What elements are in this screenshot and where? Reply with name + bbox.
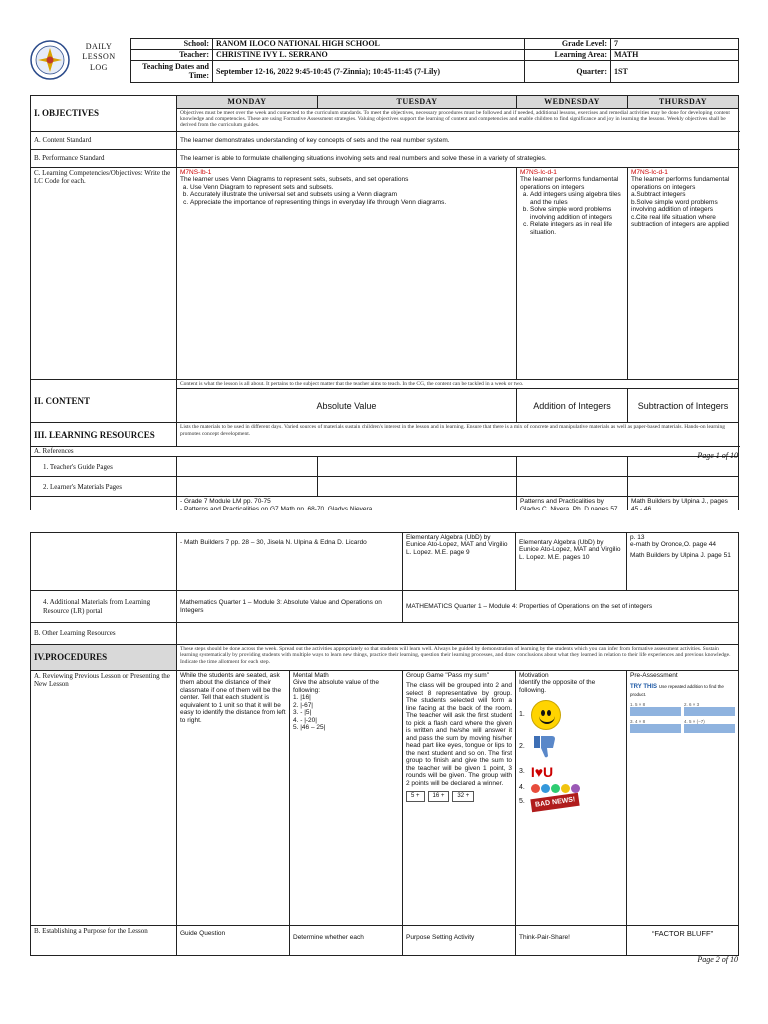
- cont-friday: [627, 533, 739, 591]
- lc-item: c. Appreciate the importance of representing things in everyday life through Venn diagrams.: [190, 199, 513, 206]
- header: [30, 38, 738, 86]
- cont-wednesday: Elementary Algebra (UbD) by Eunice Ato-Lopez, MAT and Virgilio L. Lopez. M.E. page 9: [403, 533, 516, 591]
- smiley-icon: [531, 700, 561, 730]
- opposite-item: [519, 733, 559, 761]
- performance-standard-text: The learner is able to formulate challenging situations involving sets and real numbers and solve these in a variety of strategies.: [177, 150, 739, 168]
- lc-code: M7NS-Ic-d-1: [631, 169, 668, 176]
- lc-code: M7NS-Ib-1: [180, 169, 212, 176]
- item-number: 5.: [519, 797, 525, 805]
- lc-intro: The learner performs fundamental operations on integers: [631, 176, 730, 191]
- tb-wednesday: Patterns and Practicalities by: [517, 497, 628, 597]
- purpose-thursday: Think-Pair-Share!: [516, 926, 627, 956]
- item-number: 3.: [519, 768, 525, 776]
- other-resources-value: [177, 623, 739, 645]
- review-fri-title: Pre-Assessment: [630, 672, 678, 679]
- item-number: 1.: [519, 711, 525, 719]
- purpose-label: B. Establishing a Purpose for the Lesson: [31, 926, 177, 956]
- tile: [630, 702, 681, 716]
- day-thursday: THURSDAY: [628, 96, 739, 109]
- lm-thu: [628, 477, 739, 497]
- lc-intro: The learner performs fundamental operations on integers: [520, 176, 619, 191]
- lc-item: a.Subtract integers: [631, 191, 686, 199]
- review-label: A. Reviewing Previous Lesson or Presenting the New Lesson: [31, 671, 177, 926]
- deped-seal-icon: [30, 40, 70, 80]
- flash-card: 16 +: [428, 791, 450, 802]
- colored-balls-icon: [531, 784, 580, 793]
- opposite-item: [519, 700, 561, 730]
- tg-label: 1. Teacher's Guide Pages: [31, 457, 177, 477]
- quarter-value: 1ST: [611, 61, 739, 83]
- lc-item: a. Add integers using algebra tiles and the rules: [530, 191, 624, 206]
- objectives-title: I. OBJECTIVES: [31, 96, 177, 132]
- additional-mon: Mathematics Quarter 1 – Module 3: Absolute Value and Operations on Integers: [177, 591, 403, 623]
- review-tue-title: Mental Math: [293, 672, 329, 679]
- tg-tue: [318, 457, 517, 477]
- content-standard-label: A. Content Standard: [31, 132, 177, 150]
- page-number: Page 1 of 10: [697, 451, 738, 460]
- review-monday: While the students are seated, ask them about the distance of their classmate if one of them will be the center. Tell that each student is equivalent to 1 unit so that it will be easy to identify the distance from left to right.: [177, 671, 290, 926]
- lc-item: c.Cite real life situation where subtraction of integers are applied: [631, 213, 729, 229]
- cont-fri-line: e-math by Oronce,O. page 44: [630, 541, 717, 549]
- review-tue-intro: Give the absolute value of the following:: [293, 679, 380, 694]
- school-label: School:: [131, 39, 213, 50]
- page-number: Page 2 of 10: [697, 955, 738, 964]
- review-wed-title: Group Game "Pass my sum": [406, 672, 490, 679]
- dll-line: LESSON: [82, 52, 116, 62]
- cont-fri-line: Math Builders by Ulpina J. page 51: [630, 551, 731, 559]
- lc-item: b.Solve simple word problems involving addition of integers: [631, 198, 718, 214]
- opposite-item: [519, 784, 580, 793]
- references-label: A. References: [31, 447, 739, 457]
- quarter-label: Quarter:: [525, 61, 611, 83]
- opposites-pictures: [519, 700, 623, 808]
- area-label: Learning Area:: [525, 50, 611, 61]
- review-tue-item: 2. |-67|: [293, 701, 313, 709]
- procedures-note: These steps should be done across the week. Spread out the activities appropriately so that students will learn well. Always be guided by demonstration of learning by the students which you can infer from formative assessment activities. Sustain learning systematically by providing students with multiple ways to learn new things, practice their learning, question their learning processes, and draw conclusions about what they learned in relation to their life experiences and previous knowledge. Indicate the time allotment for each step.: [177, 645, 739, 671]
- item-number: 4.: [519, 783, 525, 791]
- other-resources-label: B. Other Learning Resources: [31, 623, 177, 645]
- content-mon-tue: Absolute Value: [177, 389, 517, 423]
- tb-thursday: Math Builders by Ulpina J., pages: [628, 497, 739, 597]
- content-title: II. CONTENT: [31, 380, 177, 423]
- review-wed-body: The class will be grouped into 2 and select 8 representative by group. The students selected will form a line facing at the back of the room. The teacher will ask the first student to pick a flash card where the given is written and he/she will answer it and pass the sum by moving his/her head part like eyes, tongue or lips to the next student and so on. The first group to finish and give the sum to the teacher will be given 1 point, 3 rounds will be given. The group with 2 points will be declared a winner.: [406, 682, 513, 787]
- opposite-item: [519, 796, 579, 809]
- area-value: MATH: [611, 50, 739, 61]
- lc-item: b. Solve simple word problems involving addition of integers: [530, 206, 624, 221]
- lc-item: b. Accurately illustrate the universal set and subsets using a Venn diagram: [190, 191, 513, 198]
- lc-wednesday: [517, 168, 628, 380]
- dll-line: LOG: [90, 62, 108, 72]
- review-tue-item: 1. |16|: [293, 694, 311, 702]
- lm-tue: [318, 477, 517, 497]
- dll-table-continued: [30, 532, 739, 956]
- flash-card: 5 +: [406, 791, 425, 802]
- review-tue-item: 3. - |5|: [293, 709, 312, 717]
- i-love-you-image: I♥U: [530, 764, 554, 781]
- thumbs-down-icon: [531, 733, 559, 761]
- flash-cards: [406, 791, 512, 802]
- tile: [684, 719, 735, 733]
- lc-item: a. Use Venn Diagram to represent sets and subsets.: [190, 184, 513, 191]
- review-tue-item: 5. |46 – 25|: [293, 724, 326, 732]
- review-friday: [627, 671, 739, 926]
- cont-thursday: Elementary Algebra (UbD) by Eunice Ato-Lopez, MAT and Virgilio L. Lopez. M.E. pages 10: [516, 533, 627, 591]
- review-tuesday: [290, 671, 403, 926]
- try-this-instruction: Use repeated addition to find the product.: [630, 684, 724, 698]
- review-thursday: [516, 671, 627, 926]
- lc-intro: The learner uses Venn Diagrams to represent sets, subsets, and set operations: [180, 176, 409, 184]
- lc-code: M7NS-Ic-d-1: [520, 169, 557, 176]
- grade-label: Grade Level:: [525, 39, 611, 50]
- review-thu-title: Motivation: [519, 672, 549, 679]
- day-tuesday: TUESDAY: [318, 96, 517, 109]
- additional-wed: MATHEMATICS Quarter 1 – Module 4: Properties of Operations on the set of integers: [403, 591, 739, 623]
- content-thursday: Subtraction of Integers: [628, 389, 739, 423]
- additional-materials-label: 4. Additional Materials from Learning Resource (LR) portal: [31, 591, 177, 623]
- page-2: [0, 510, 768, 1024]
- tile-label: 1. 5 × 8: [630, 701, 646, 707]
- day-wednesday: WEDNESDAY: [517, 96, 628, 109]
- try-this-label: TRY THIS: [630, 684, 658, 691]
- school-value: RANOM ILOCO NATIONAL HIGH SCHOOL: [213, 39, 525, 50]
- tile: [630, 719, 681, 733]
- content-wednesday: Addition of Integers: [517, 389, 628, 423]
- lc-monday: [177, 168, 517, 380]
- teacher-label: Teacher:: [131, 50, 213, 61]
- lm-mon: [177, 477, 318, 497]
- grade-value: 7: [611, 39, 739, 50]
- dll-title: [74, 42, 124, 73]
- tile: [684, 702, 735, 716]
- content-standard-text: The learner demonstrates understanding of key concepts of sets and the real number system.: [177, 132, 739, 150]
- cont-fri-line: p. 13: [630, 534, 645, 541]
- flash-card: 32 +: [452, 791, 474, 802]
- header-info-table: [130, 38, 739, 83]
- tile-label: 4. 5 × (−7): [684, 719, 705, 724]
- procedures-title: IV.PROCEDURES: [31, 645, 177, 671]
- tb-item: - Grade 7 Module LM pp. 70-75: [180, 498, 271, 506]
- bad-news-image: BAD NEWS!: [530, 792, 580, 812]
- item-number: 2.: [519, 743, 525, 751]
- page-1: [0, 0, 768, 506]
- opposite-item: [519, 764, 553, 780]
- review-tue-item: 4. - |-20|: [293, 716, 317, 724]
- tile-label: 3. 4 × 8: [630, 719, 646, 724]
- lc-item: c. Relate integers as in real life situation.: [530, 221, 624, 236]
- tb-item-text: Grade 7 Module LM pp. 70-75: [183, 498, 271, 506]
- resources-title: III. LEARNING RESOURCES: [31, 423, 177, 447]
- content-note: Content is what the lesson is all about. It pertains to the subject matter that the teacher aims to teach. In the CG, the content can be tackled in a week or two.: [177, 380, 739, 389]
- day-monday: MONDAY: [177, 96, 318, 109]
- lm-label: 2. Learner's Materials Pages: [31, 477, 177, 497]
- pre-assessment-tiles: [630, 702, 735, 733]
- tg-mon: [177, 457, 318, 477]
- lc-thursday: [628, 168, 739, 380]
- objectives-note: Objectives must be meet over the week and connected to the curriculum standards. To meet the objectives, necessary procedures must be followed and if needed, additional lessons, exercises and remedial activities may be done for developing content knowledge and competencies. These are using Formative Assessment strategies. Valuing objectives support the learning of content and competencies and enable children to find significance and joy in learning the lessons. Weekly objectives shall be derived from the curriculum guides.: [177, 108, 739, 131]
- cont-monday: - Math Builders 7 pp. 28 – 30, Jisela N. Ulpina & Edna D. Licardo: [177, 533, 403, 591]
- review-wednesday: [403, 671, 516, 926]
- purpose-tuesday: Determine whether each: [290, 926, 403, 956]
- cont-label: [31, 533, 177, 591]
- resources-note: Lists the materials to be used in different days. Varied sources of materials sustain children's interest in the lesson and in learning. Ensure that there is a mix of concrete and manipulative materials as well as paper-based materials. Hands-on learning promotes concept development.: [177, 423, 739, 447]
- dll-line: DAILY: [85, 42, 113, 51]
- teacher-value: CHRISTINE IVY L. SERRANO: [213, 50, 525, 61]
- tg-wed: [517, 457, 628, 477]
- purpose-friday: “FACTOR BLUFF”: [627, 926, 739, 956]
- performance-standard-label: B. Performance Standard: [31, 150, 177, 168]
- lm-wed: [517, 477, 628, 497]
- purpose-wednesday: Purpose Setting Activity: [403, 926, 516, 956]
- lc-label: C. Learning Competencies/Objectives: Write the LC Code for each.: [31, 168, 177, 380]
- purpose-monday: Guide Question: [177, 926, 290, 956]
- review-thu-intro: Identify the opposite of the following.: [519, 679, 596, 694]
- dates-value: September 12-16, 2022 9:45-10:45 (7-Zinnia); 10:45-11:45 (7-Lily): [213, 61, 525, 83]
- tile-label: 2. 6 × 3: [684, 701, 700, 707]
- dates-label: Teaching Dates and Time:: [131, 61, 213, 83]
